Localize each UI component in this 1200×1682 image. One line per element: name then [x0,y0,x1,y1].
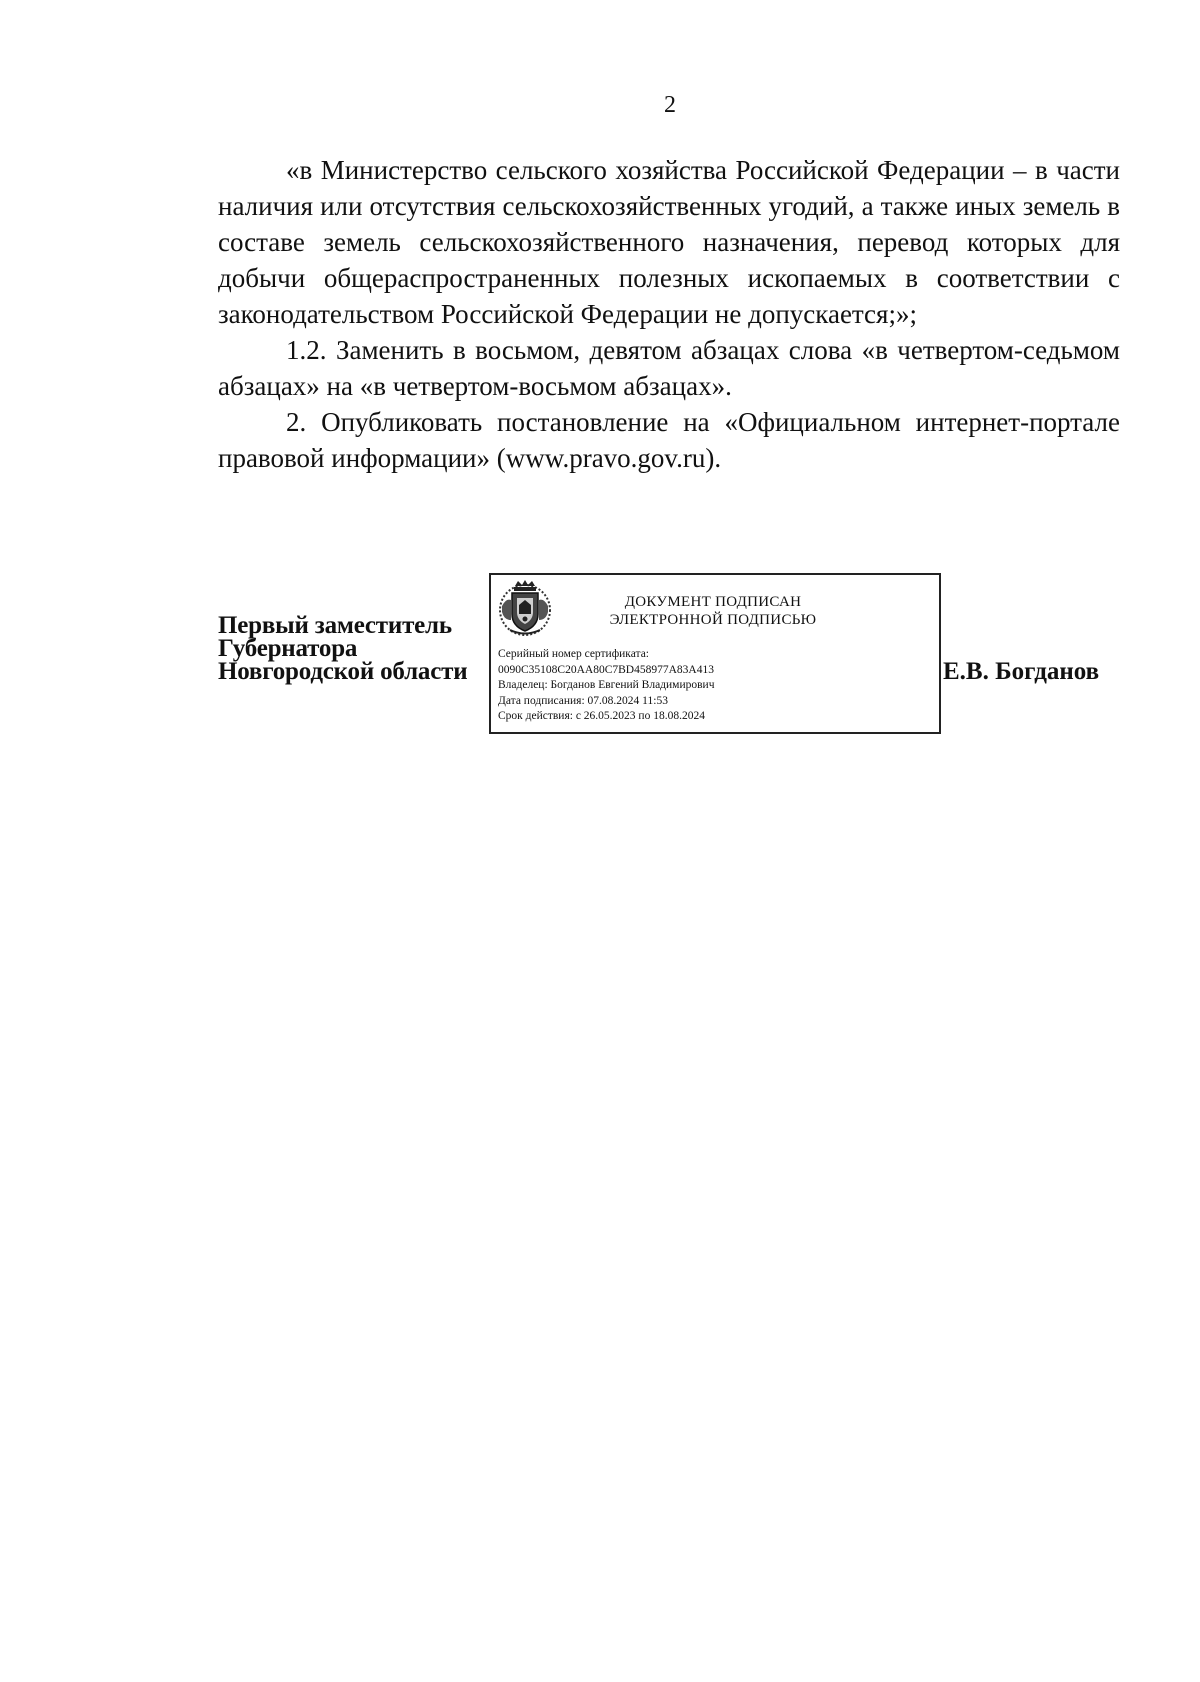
certificate-label: Серийный номер сертификата: [498,648,649,660]
document-body [218,152,1120,476]
signer-name: Е.В. Богданов [943,658,1100,685]
paragraph-item-2: 2. Опубликовать постановление на «Официальном интернет-портале правовой информации» (www.pravo.gov.ru). [218,407,1120,473]
certificate-owner: Владелец: Богданов Евгений Владимирович [498,679,715,691]
signer-title-line: Губернатора [218,635,358,662]
coat-of-arms-icon [498,580,552,638]
page-number: 2 [664,92,676,118]
signer-title [218,614,467,683]
stamp-details [498,647,938,725]
paragraph-item-1-2: 1.2. Заменить в восьмом, девятом абзацах слова «в четвертом-седьмом абзацах» на «в четвертом-восьмом абзацах». [218,335,1120,401]
electronic-signature-stamp [489,573,941,734]
stamp-heading-line: ДОКУМЕНТ ПОДПИСАН [624,594,802,610]
signer-title-line: Новгородской области [218,658,468,685]
paragraph-ministry-clause: «в Министерство сельского хозяйства Российской Федерации – в части наличия или отсутствия сельскохозяйственных угодий, а также иных земель в составе земель сельскохозяйственного назначения, перевод которых для добычи общераспространенных полезных ископаемых в соответствии с законодательством Российской Федерации не допускается;»; [218,155,1120,329]
certificate-validity: Срок действия: с 26.05.2023 по 18.08.2024 [498,710,705,722]
signer-title-line: Первый заместитель [218,612,452,639]
stamp-heading-line: ЭЛЕКТРОННОЙ ПОДПИСЬЮ [609,612,817,628]
certificate-number: 0090C35108C20AA80C7BD458977A83A413 [498,663,714,676]
stamp-heading [563,593,863,629]
signing-date: Дата подписания: 07.08.2024 11:53 [498,694,668,707]
